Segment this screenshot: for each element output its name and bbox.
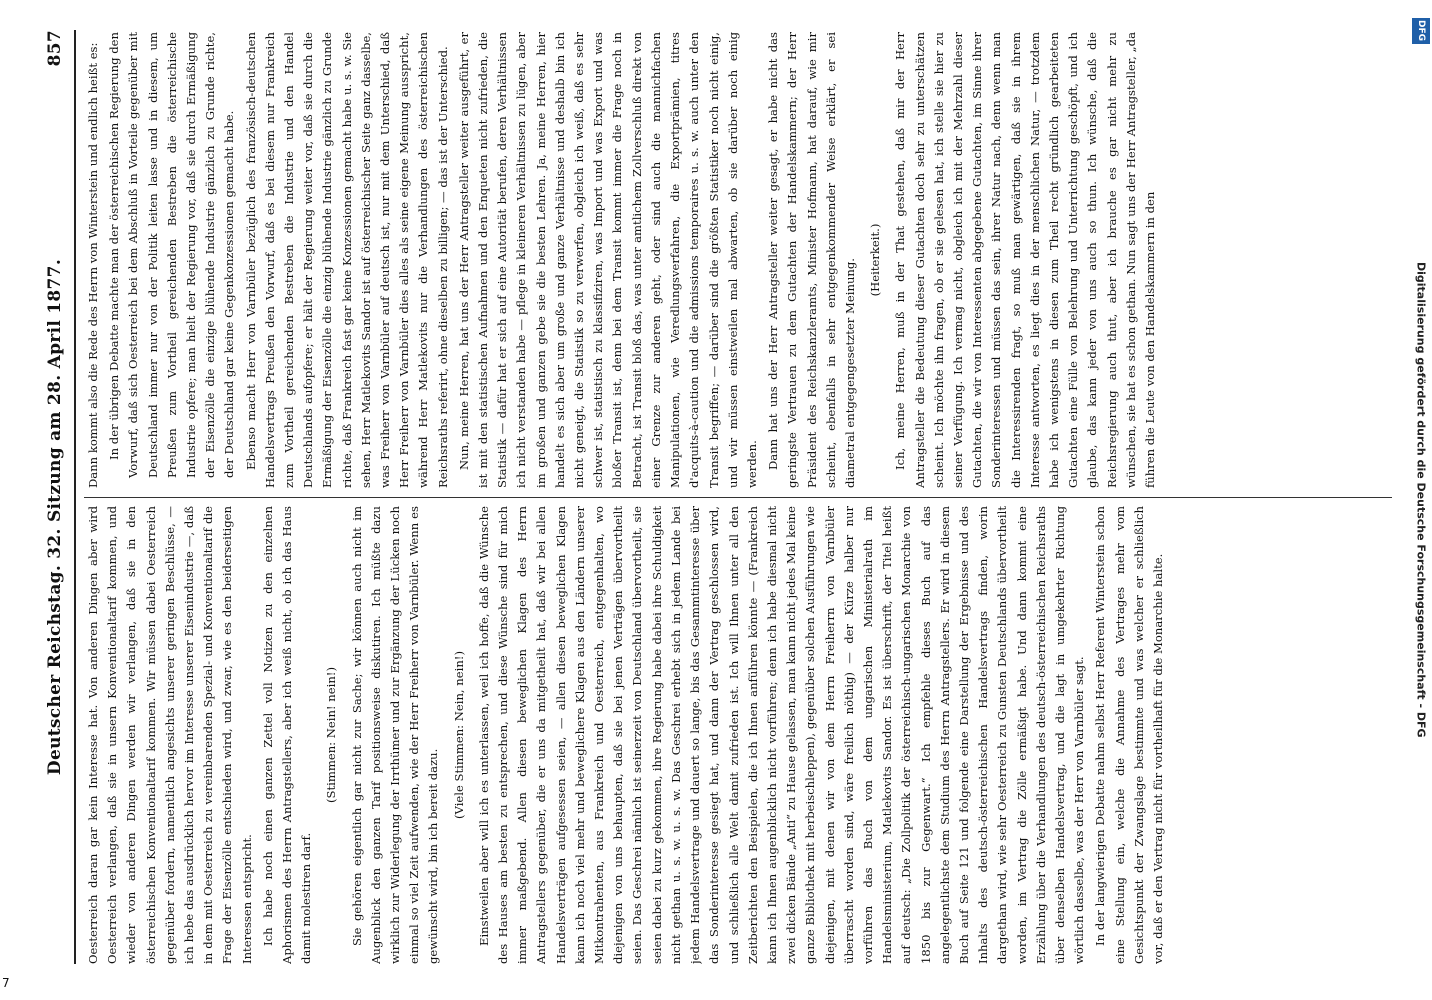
right-column <box>84 32 1402 488</box>
edge-mark: 7 <box>2 976 10 990</box>
side-note-strip <box>1410 0 1432 1000</box>
paragraph: Sie gehören eigentlich gar nicht zur Sache; wir können auch nicht im Augenblick den ganzen Tarif positionsweise diskutiren. Ich müßte dazu wirklich zur Widerlegung der Irrthümer und zur Ergänzung der Lücken noch einmal so viel Zeit aufwenden, wie der Herr Freiherr von Varnbüler. Wenn es gewünscht wird, bin ich bereit dazu. <box>349 506 441 964</box>
paragraph: In der langwierigen Debatte nahm selbst Herr Referent Winterstein schon eine Stellung ein, welche die Annahme des Vertrages mehr vom Gesichtspunkt der Zwangslage bestimmte und was welcher er schließlich vor, daß er den Vertrag nicht für vortheilhaft für die Monarchie halte. <box>1093 506 1165 964</box>
interjection: (Viele Stimmen: Nein, nein!) <box>451 651 466 819</box>
left-column <box>84 506 1402 964</box>
paragraph: Ich, meine Herren, muß in der That gestehen, daß mir der Herr Antragsteller die Bedeutung dieser Gutachten doch sehr zu unterschätzen scheint. Ich möchte ihn fragen, ob er sie gelesen hat, ich stelle sie hier zu seiner Verfügung. Ich vermag nicht, obgleich ich mit der Mehrzahl dieser Gutachten, die wir von Interessenten abgegebene Gutachten, im Sinne ihrer Sonderinteressen und müssen das sein, ihrer Natur nach, denn wenn man die Interessirenden fragt, so muß man gewärtigen, daß sie in ihrem Interesse antworten, es liegt dies in der menschlichen Natur, — trotzdem habe ich wenigstens in diesen zum Theil recht gründlich gearbeiteten Gutachten eine Fülle von Belehrung und Unterrichtung geschöpft, und ich glaube, das kann jeder von uns auch so thun. Ich wünsche, daß die Reichsregierung auch thut, aber ich brauche es gar nicht mehr zu wünschen, sie hat es schon gethan. Nun sagt uns der Herr Antragsteller, „da führen die Leute von den Handelskammern in den <box>893 32 1157 488</box>
interjection: (Stimmen: Nein! nein!) <box>324 667 339 803</box>
page-number: 857 <box>45 30 65 67</box>
paragraph: Einstweilen aber will ich es unterlassen, weil ich hoffe, daß die Wünsche des Hauses am besten zu entsprechen, und diese Wünsche sind für mich immer maßgebend. Allen diesen beweglichen Klagen des Herrn Antragstellers gegenüber, die er uns da mitgetheilt hat, daß wir bei allen Handelsverträgen aufgesessen seien, — allen diesen beweglichen Klagen kann ich noch viel mehr und beweglichere Klagen aus den Ländern unserer Mitkontrahenten, aus Frankreich und Oesterreich, entgegenhalten, wo diejenigen von uns behaupten, daß sie bei jenen Verträgen übervortheilt seien. Das Geschrei nämlich ist seinerzeit von Deutschland übervortheilt, sie seien dabei zu kurz gekommen, ihre Regierung habe dabei ihre Schuldigkeit nicht gethan u. s. w. u. s. w. Das Geschrei erhebt sich in jedem Lande bei jedem Handelsvertrage und dauert so lange, bis das Gesammtinteresse über das Sonderinteresse gesiegt hat, und dann der Vertrag geschlossen wird, und schließlich alle Welt damit zufrieden ist. Ich will Ihnen unter all den Zeitberichten den Beispielen, die ich Ihnen anführen könnte — (Frankreich kann ich Ihnen augenblicklich nicht vorführen; denn ich habe diesmal nicht zwei dicken Bände „Anti“ zu Hause gelassen, man kann nicht jedes Mal keine ganze Bibliothek mit herbeischleppen), gegenüber solchen Ausführungen wie diejenigen, mit denen wir von dem Herrn Freiherrn von Varnbüler überrascht worden sind, wäre freilich nöthig) — der Kürze halber nur vorführen das Buch von dem ungarischen Ministerialrath im Handelsministerium, Matlekovits Sandor. Es ist überschrift, der Titel heißt auf deutsch: „Die Zollpolitik der österreichisch-ungarischen Monarchie von 1850 bis zur Gegenwart.“ Ich empfehle dieses Buch auf das angelegentlichste dem Studium des Herrn Antragstellers. Er wird in diesem Buch auf Seite 121 und folgende eine Darstellung der Ergebnisse und des Inhalts des deutsch-österreichischen Handelsvertrags finden, worin dargethan wird, wie sehr Oesterreich zu Gunsten Deutschlands übervortheilt worden, im Vertrag die Zölle ermäßigt habe. Und dann kommt eine Erzählung über die Verhandlungen des deutsch-österreichischen Reichsraths über denselben Handelsvertrag, und die lagt in umgekehrter Richtung wörtlich dasselbe, was der Herr von Varnbüler sagt. <box>476 506 1087 964</box>
paragraph: Oesterreich daran gar kein Interesse hat. Von anderen Dingen aber wird Oesterreich verlangen, daß sie in unsern Konventionaltarif kommen, und wieder von anderen Dingen werden wir verlangen, daß sie in den österreichischen Konventionaltarif kommen. Wir müssen dabei Oesterreich gegenüber fordern, namentlich angesichts unserer geringen Beschlüsse, — ich hebe das ausdrücklich hervor im Interesse unserer Eisenindustrie —, daß in dem mit Oesterreich zu vereinbarenden Spezial- und Konventionaltarif die Frage der Eisenzölle entschieden wird, und zwar, wie es den beiderseitigen Interessen entspricht. <box>86 506 254 964</box>
dfg-logo: DFG <box>1412 18 1430 44</box>
page-header <box>40 30 70 964</box>
running-head: Deutscher Reichstag. 32. Sitzung am 28. April 1877. <box>45 258 65 776</box>
paragraph: Dann kommt also die Rede des Herrn von Winterstein und endlich heißt es: <box>86 42 100 488</box>
paragraph: Ebenso macht Herr von Varnbüler bezüglich des französisch-deutschen Handelsvertrags Preußen den Vorwurf, daß es bei diesem nur Frankreich zum Vortheil gereichenden Bestreben die Industrie und den Handel Deutschlands aufopfere; er hält der Regierung weiter vor, daß sie durch die Ermäßigung der Eisenzölle die einzig blühende Industrie gänzlich zu Grunde richte, daß Frankreich fast gar keine Konzessionen gemacht habe u. s. w. Sie sehen, Herr Matlekovits Sandor ist auf österreichischer Seite ganz dasselbe, was Freiherr von Varnbüler auf deutsch ist, nur mit dem Unterschied, daß Herr Freiherr von Varnbüler dies alles als seine eigene Meinung ausspricht, während Herr Matlekovits nur die Verhandlungen des österreichischen Reichsraths referirt, ohne dieselben zu billigen; — das ist der Unterschied. <box>243 32 450 488</box>
paragraph: Ich habe noch einen ganzen Zettel voll Notizen zu den einzelnen Aphorismen des Herrn Antragstellers, aber ich weiß nicht, ob ich das Haus damit molestiren darf. <box>260 506 314 964</box>
header-rule <box>74 30 76 964</box>
interjection: (Heiterkeit.) <box>868 223 883 297</box>
dfg-funding-note: Digitalisierung gefördert durch die Deutsche Forschungsgemeinschaft - DFG <box>1414 262 1428 738</box>
quotation: In der übrigen Debatte machte man der österreichischen Regierung den Vorwurf, daß sich Oesterreich bei dem Abschluß in Vorteile gegenüber mit Deutschland immer nur von der Politik leiten lasse und in diesem, um Preußen zum Vortheil gereichenden Bestreben die österreichische Industrie opfere; man hielt der Regierung vor, daß sie durch Ermäßigung der Eisenzölle die einzige blühende Industrie gänzlich zu Grunde richte, der Deutschland gar keine Gegenkonzessionen gemacht habe. <box>107 32 237 478</box>
paragraph: Dann hat uns der Herr Antragsteller weiter gesagt, er habe nicht das geringste Vertrauen zu dem Gutachten der Handelskammern; der Herr Präsident des Reichskanzleramts, Minister Hofmann, hat darauf, wie mir scheint, ebenfalls in sehr entgegenkommender Weise erklärt, er sei diametral entgegengesetzter Meinung. <box>766 32 857 488</box>
column-divider <box>84 497 1392 498</box>
paragraph: Nun, meine Herren, hat uns der Herr Antragsteller weiter ausgeführt, er ist mit den statistischen Aufnahmen und den Enqueten nicht zufrieden, die Statistik — dafür hat er sich auf eine Autorität berufen, deren Verhältnissen ich nicht verstanden habe — pflege in kleineren Verhältnissen zu lügen, aber im großen und ganzen gebe sie die besten Lehren. Ja, meine Herren, hier handelt es sich aber um große und ganze Verhältnisse und deshalb bin ich nicht geneigt, die Statistik so zu verwerfen, obgleich ich weiß, daß es sehr schwer ist, statistisch zu klassifiziren, was Import und was Export und was bloßer Transit ist, denn bei dem Transit kommt immer die Frage noch in Betracht, ist Transit bloß das, was unter amtlichem Zollverschluß direkt von einer Grenze zur anderen geht, oder sind auch die mannichfachen Manipulationen, wie Veredlungsverfahren, die Exportprämien, titres d'acquits-à-caution und die admissions temporaires u. s. w. auch unter den Transit begriffen; — darüber sind die größten Statistiker noch nicht einig, und wir müssen einstweilen mal abwarten, ob sie darüber noch einig werden. <box>456 32 759 488</box>
